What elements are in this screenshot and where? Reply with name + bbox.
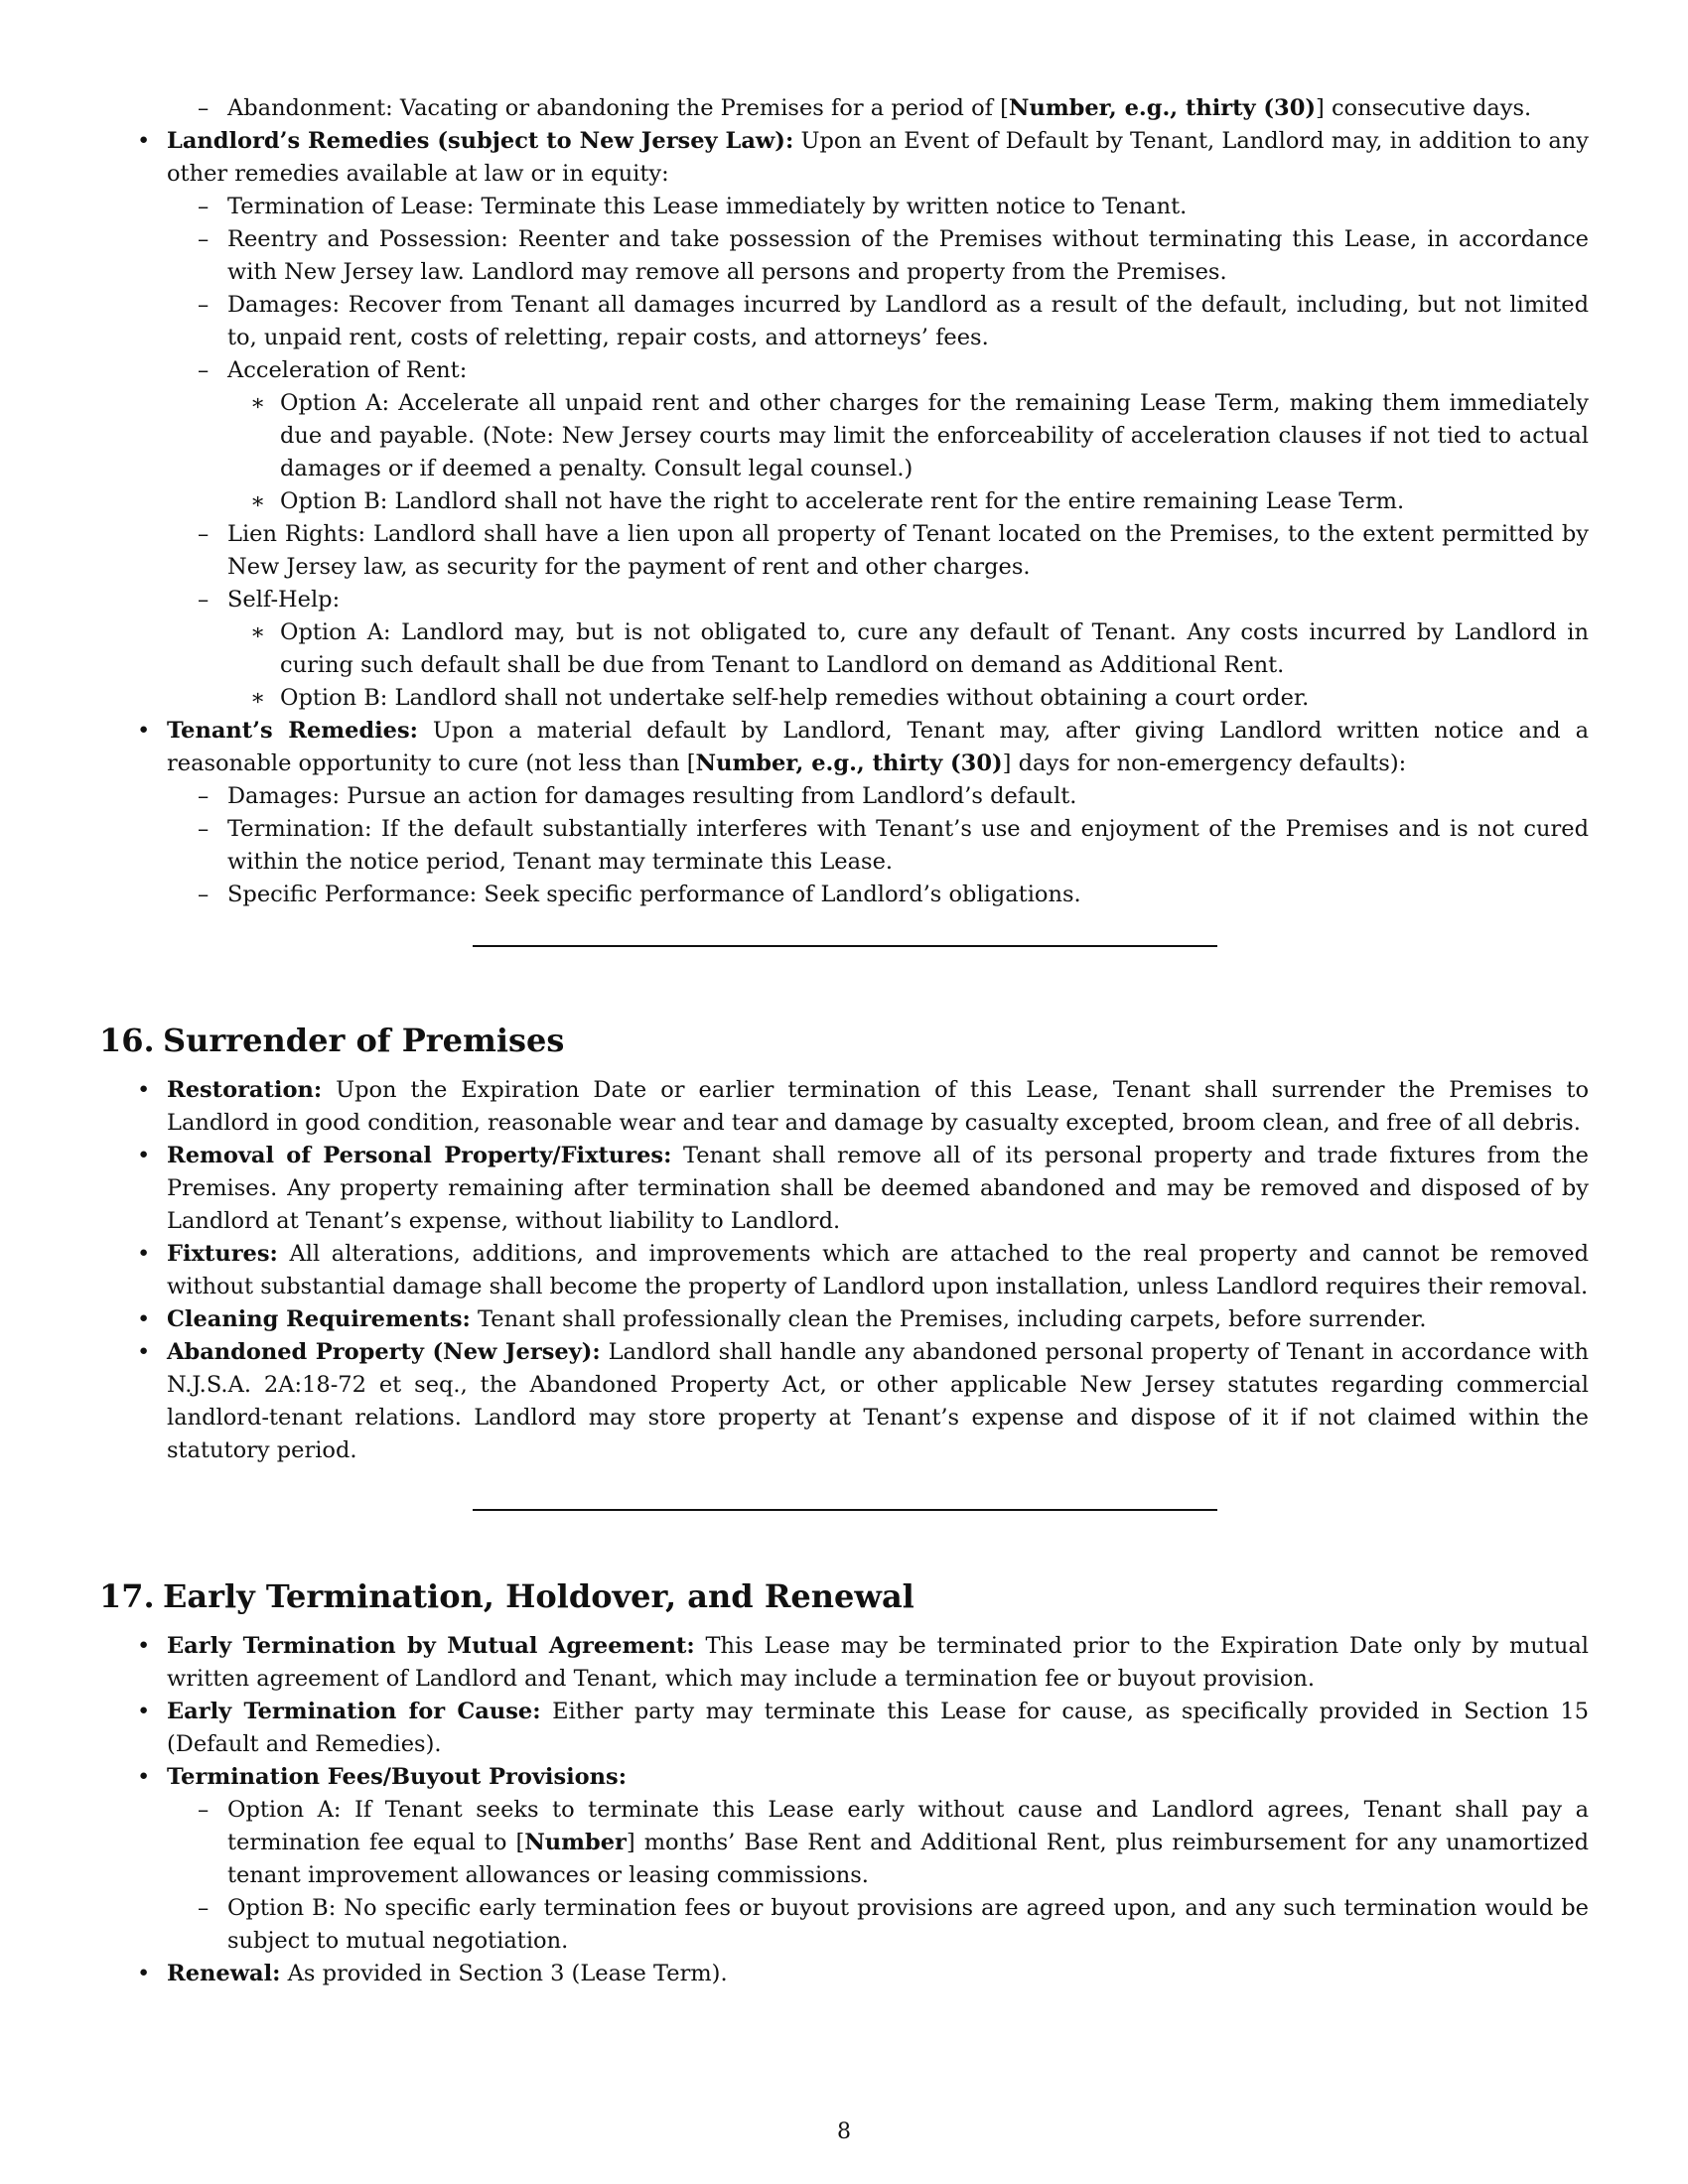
list-item: – Termination: If the default substantially interferes with Tenant’s use and enjoyment of the Premises and is not cured within the notice period, Tenant may terminate this Lease. <box>198 816 1589 875</box>
list-item: • Removal of Personal Property/Fixtures: Tenant shall remove all of its personal property and trade fixtures from the Premises. Any property remaining after termination shall be deemed abandoned and may be removed and disposed of by Landlord at Tenant’s expense, without liability to Landlord. <box>137 1143 1589 1234</box>
list-item: – Damages: Pursue an action for damages resulting from Landlord’s default. <box>198 783 1077 809</box>
item-label: Tenant’s Remedies: <box>167 718 418 744</box>
section-17-list <box>99 1630 1589 1990</box>
list-item: – Specific Performance: Seek specific performance of Landlord’s obligations. <box>198 882 1081 907</box>
list-item: • Restoration: Upon the Expiration Date or earlier termination of this Lease, Tenant shall surrender the Premises to Landlord in good condition, reasonable wear and tear and damage by casualty excepted, broom clean, and free of all debris. <box>137 1077 1589 1136</box>
list-item: – Termination of Lease: Terminate this Lease immediately by written notice to Tenant. <box>198 194 1188 219</box>
list-item: ∗ Option A: Landlord may, but is not obligated to, cure any default of Tenant. Any costs incurred by Landlord in curing such default shall be due from Tenant to Landlord on demand as Additional Rent. <box>250 619 1589 678</box>
list-item: ∗ Option A: Accelerate all unpaid rent and other charges for the remaining Lease Term, making them immediately due and payable. (Note: New Jersey courts may limit the enforceability of acceleration clauses if not tied to actual damages or if deemed a penalty. Consult legal counsel.) <box>250 390 1589 481</box>
section-16-list <box>99 1074 1589 1467</box>
section-15-list <box>99 92 1589 911</box>
section-heading-17: 17. Early Termination, Holdover, and Renewal <box>99 1577 914 1615</box>
list-item: – Lien Rights: Landlord shall have a lien upon all property of Tenant located on the Premises, to the extent permitted by New Jersey law, as security for the payment of rent and other charges. <box>198 521 1589 580</box>
list-item: ∗ Option B: Landlord shall not undertake self-help remedies without obtaining a court order. <box>250 685 1310 711</box>
list-item-tenant-remedies: • Tenant’s Remedies: Upon a material default by Landlord, Tenant may, after giving Landlord written notice and a reasonable opportunity to cure (not less than [Number, e.g., thirty (30)] days for non-emergency defaults): – Damages: Pursue an action for damages resulting from Landlord’s default. – Termination: If the default substantially interferes with Tenant’s use and enjoyment of the Premises and is not cured within the notice period, Tenant may terminate this Lease. – Specific Performance: Seek specific performance of Landlord’s obligations. <box>167 715 1589 911</box>
section-heading-16: 16. Surrender of Premises <box>99 1022 565 1059</box>
page-number: 8 <box>837 2119 851 2144</box>
document-page <box>99 92 1589 1990</box>
list-item: • Fixtures: All alterations, additions, and improvements which are attached to the real property and cannot be removed without substantial damage shall become the property of Landlord upon installation, unless Landlord requires their removal. <box>137 1241 1589 1299</box>
list-item: – Damages: Recover from Tenant all damages incurred by Landlord as a result of the default, including, but not limited to, unpaid rent, costs of reletting, repair costs, and attorneys’ fees. <box>198 292 1589 350</box>
list-item: – Acceleration of Rent: ∗ Option A: Accelerate all unpaid rent and other charges for the remaining Lease Term, making them immediately due and payable. (Note: New Jersey courts may limit the enforceability of acceleration clauses if not tied to actual damages or if deemed a penalty. Consult legal counsel.) ∗ Option B: Landlord shall not have the right to accelerate rent for the entire remaining Lease Term. <box>227 354 1589 518</box>
dash-marker: – <box>198 95 210 121</box>
list-item-abandonment: – Abandonment: Vacating or abandoning the Premises for a period of [Number, e.g., thirty (30)] consecutive days. <box>227 92 1589 125</box>
list-item: • Cleaning Requirements: Tenant shall professionally clean the Premises, including carpets, before surrender. <box>137 1306 1427 1332</box>
list-item: • Termination Fees/Buyout Provisions: – Option A: If Tenant seeks to terminate this Lease early without cause and Landlord agrees, Tenant shall pay a termination fee equal to [Number] months’ Base Rent and Additional Rent, plus reimbursement for any unamortized tenant improvement allowances or leasing commissions. – Option B: No specific early termination fees or buyout provisions are agreed upon, and any such termination would be subject to mutual negotiation. <box>167 1761 1589 1958</box>
item-label: Landlord’s Remedies (subject to New Jersey Law): <box>167 128 794 154</box>
list-item: • Abandoned Property (New Jersey): Landlord shall handle any abandoned personal property of Tenant in accordance with N.J.S.A. 2A:18-72 et seq., the Abandoned Property Act, or other applicable New Jersey statutes regarding commercial landlord-tenant relations. Landlord may store property at Tenant’s expense and dispose of it if not claimed within the statutory period. <box>137 1339 1589 1463</box>
list-item: • Renewal: As provided in Section 3 (Lease Term). <box>137 1961 728 1986</box>
list-item: – Option B: No specific early termination fees or buyout provisions are agreed upon, and any such termination would be subject to mutual negotiation. <box>198 1895 1589 1954</box>
list-item <box>167 92 1589 125</box>
bullet-marker: • <box>137 128 151 154</box>
section-divider <box>99 911 1589 1021</box>
bullet-marker: • <box>137 718 151 744</box>
list-item: – Self-Help: ∗ Option A: Landlord may, but is not obligated to, cure any default of Tenant. Any costs incurred by Landlord in curing such default shall be due from Tenant to Landlord on demand as Additional Rent. ∗ Option B: Landlord shall not undertake self-help remedies without obtaining a court order. <box>227 584 1589 715</box>
list-item: • Early Termination for Cause: Either party may terminate this Lease for cause, as specifically provided in Section 15 (Default and Remedies). <box>137 1699 1590 1757</box>
list-item: • Early Termination by Mutual Agreement: This Lease may be terminated prior to the Expiration Date only by mutual written agreement of Landlord and Tenant, which may include a termination fee or buyout provision. <box>137 1633 1589 1692</box>
list-item: ∗ Option B: Landlord shall not have the right to accelerate rent for the entire remaining Lease Term. <box>250 488 1405 514</box>
section-divider <box>99 1467 1589 1576</box>
list-item-landlord-remedies: • Landlord’s Remedies (subject to New Jersey Law): Upon an Event of Default by Tenant, Landlord may, in addition to any other remedies available at law or in equity: – Termination of Lease: Terminate this Lease immediately by written notice to Tenant. – Reentry and Possession: Reenter and take possession of the Premises without terminating this Lease, in accordance with New Jersey law. Landlord may remove all persons and property from the Premises. – Damages: Recover from Tenant all damages incurred by Landlord as a result of the default, including, but not limited to, unpaid rent, costs of reletting, repair costs, and attorneys’ fees. – Acceleration of Rent: ∗ Option A: Accelerate all unpaid rent and other charges for the remaining Lease Term, making them immediately due and payable. (Note: New Jersey courts may limit the enforceability of acceleration clauses if not tied to actual damages or if deemed a penalty. Consult legal counsel.) ∗ Option B: Landlord shall not have the right to accelerate rent for the entire remaining Lease Term. – Lien Rights: Landlord shall have a lien upon all property of Tenant located on the Premises, to the extent permitted by New Jersey law, as security for the payment of rent and other charges. – Self-Help: ∗ Option A: Landlord may, but is not obligated to, cure any default of Tenant. Any costs incurred by Landlord in curing such default shall be due from Tenant to Landlord on demand as Additional Rent. ∗ Option B: Landlord shall not undertake self-help remedies without obtaining a court order. <box>167 125 1589 715</box>
list-item: – Option A: If Tenant seeks to terminate this Lease early without cause and Landlord agrees, Tenant shall pay a termination fee equal to [Number] months’ Base Rent and Additional Rent, plus reimbursement for any unamortized tenant improvement allowances or leasing commissions. <box>198 1797 1589 1888</box>
list-item: – Reentry and Possession: Reenter and take possession of the Premises without terminating this Lease, in accordance with New Jersey law. Landlord may remove all persons and property from the Premises. <box>198 226 1589 285</box>
